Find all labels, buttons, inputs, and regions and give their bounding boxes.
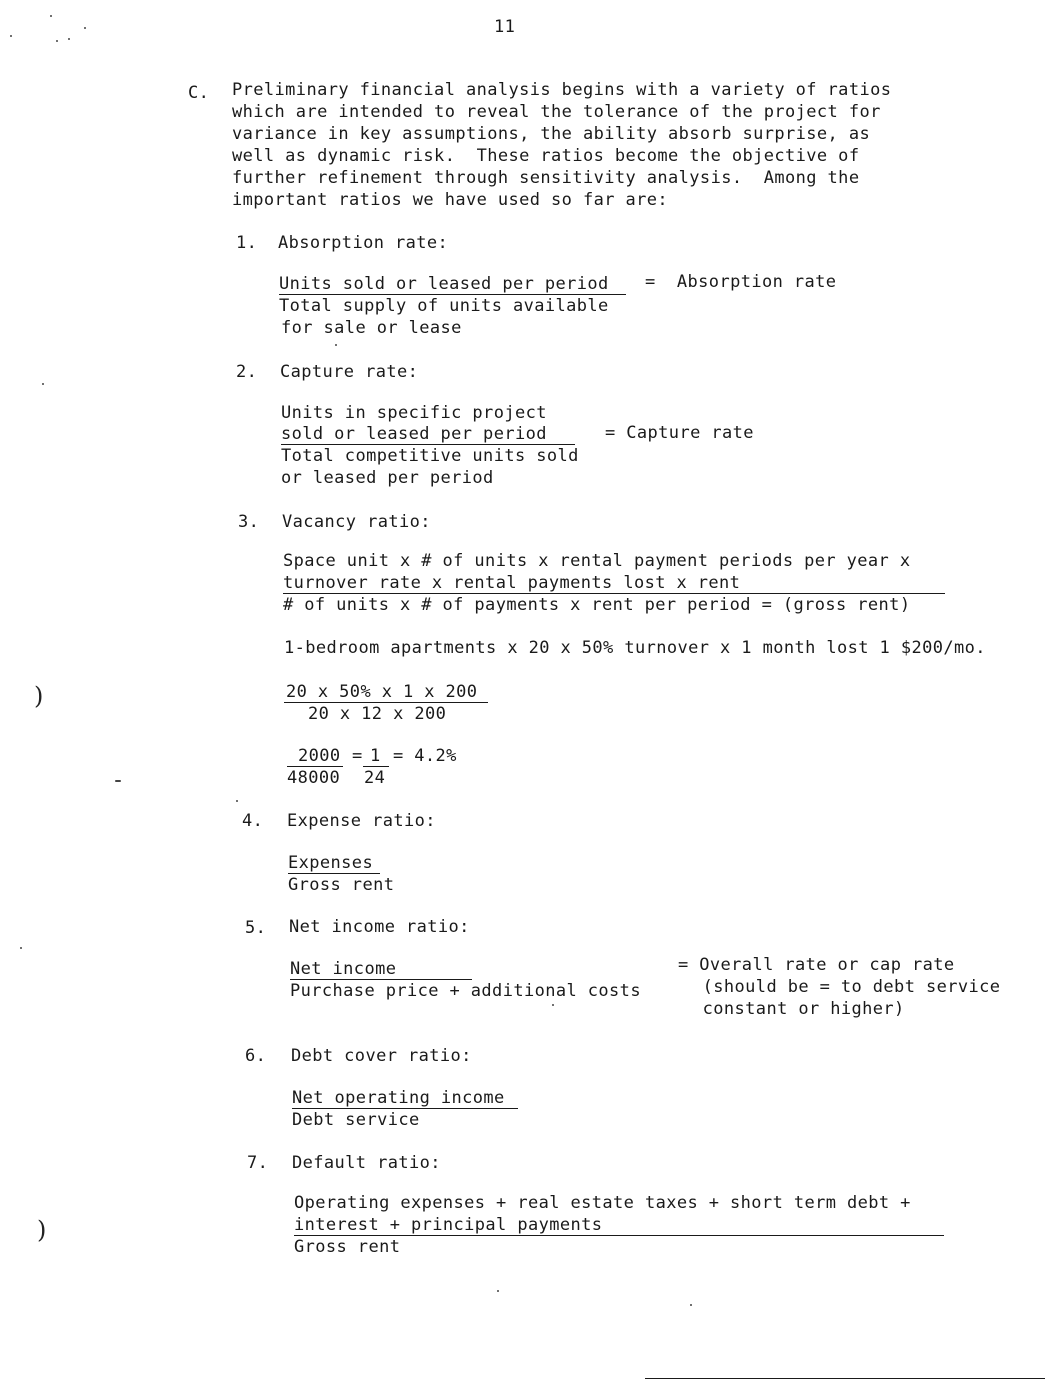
intro-line: which are intended to reveal the tolerance of the project for xyxy=(232,102,881,122)
item-title: Capture rate: xyxy=(280,362,419,382)
example-line: 1-bedroom apartments x 20 x 50% turnover x 1 month lost 1 $200/mo. xyxy=(284,638,986,658)
item-number: 1. xyxy=(236,233,258,253)
numerator-line: Units sold or leased per period xyxy=(279,274,609,294)
item-number: 4. xyxy=(242,811,264,831)
denominator-line: Purchase price + additional costs xyxy=(290,981,641,1001)
calc-numerator: 20 x 50% x 1 x 200 xyxy=(286,682,478,702)
scan-speck xyxy=(20,947,22,949)
denominator-line: Gross rent xyxy=(294,1237,401,1257)
section-label: C. xyxy=(188,83,210,103)
result-line: constant or higher) xyxy=(692,999,905,1019)
page-number: 11 xyxy=(494,17,516,37)
scan-speck xyxy=(10,35,12,37)
result-text: = Capture rate xyxy=(605,423,754,443)
intro-line: further refinement through sensitivity analysis. Among the xyxy=(232,168,860,188)
scan-speck xyxy=(690,1304,692,1306)
item-title: Default ratio: xyxy=(292,1153,441,1173)
scan-speck xyxy=(335,344,337,346)
margin-mark: ) xyxy=(34,682,44,710)
item-title: Absorption rate: xyxy=(278,233,449,253)
numerator-line: Net income xyxy=(290,959,397,979)
denominator-line: Total supply of units available xyxy=(279,296,609,316)
result-percent: = 4.2% xyxy=(393,746,457,766)
denominator-line: Debt service xyxy=(292,1110,420,1130)
numerator-line: interest + principal payments xyxy=(294,1215,603,1235)
numerator-line: sold or leased per period xyxy=(281,424,547,444)
scan-speck xyxy=(236,800,238,802)
numerator-line: turnover rate x rental payments lost x rent xyxy=(283,573,741,593)
scan-speck xyxy=(50,15,52,17)
intro-line: important ratios we have used so far are: xyxy=(232,190,669,210)
scan-speck xyxy=(56,40,58,42)
scan-speck xyxy=(497,1290,499,1292)
intro-line: well as dynamic risk. These ratios become the objective of xyxy=(232,146,860,166)
result-denominator: 48000 xyxy=(287,768,341,788)
scan-speck xyxy=(42,383,44,385)
denominator-line: for sale or lease xyxy=(281,318,462,338)
numerator-line: Operating expenses + real estate taxes + short term debt + xyxy=(294,1193,911,1213)
item-title: Vacancy ratio: xyxy=(282,512,431,532)
item-title: Debt cover ratio: xyxy=(291,1046,472,1066)
calc-denominator: 20 x 12 x 200 xyxy=(308,704,447,724)
result-line: (should be = to debt service xyxy=(692,977,1001,997)
scan-speck xyxy=(84,27,86,29)
scan-speck xyxy=(552,1004,554,1006)
item-number: 5. xyxy=(245,918,267,938)
scan-edge-line xyxy=(645,1378,1045,1379)
result-numerator: 2000 xyxy=(298,746,341,766)
numerator-line: Space unit x # of units x rental payment periods per year x xyxy=(283,551,911,571)
margin-mark: ) xyxy=(37,1216,47,1244)
numerator-line: Expenses xyxy=(288,853,374,873)
item-number: 3. xyxy=(238,512,260,532)
simplified-numerator: 1 xyxy=(370,746,381,766)
numerator-line: Units in specific project xyxy=(281,403,547,423)
intro-line: Preliminary financial analysis begins with a variety of ratios xyxy=(232,80,892,100)
numerator-line: Net operating income xyxy=(292,1088,505,1108)
result-text: = Absorption rate xyxy=(645,272,837,292)
denominator-line: Total competitive units sold xyxy=(281,446,579,466)
item-number: 7. xyxy=(247,1153,269,1173)
result-line: = Overall rate or cap rate xyxy=(678,955,955,975)
item-title: Net income ratio: xyxy=(289,917,470,937)
denominator-line: # of units x # of payments x rent per period = (gross rent) xyxy=(283,595,911,615)
item-title: Expense ratio: xyxy=(287,811,436,831)
scan-speck xyxy=(68,38,70,40)
item-number: 2. xyxy=(236,362,258,382)
denominator-line: Gross rent xyxy=(288,875,395,895)
equals-sign: = xyxy=(352,746,363,766)
item-number: 6. xyxy=(245,1046,267,1066)
denominator-line: or leased per period xyxy=(281,468,494,488)
scan-speck xyxy=(115,780,121,782)
intro-line: variance in key assumptions, the ability absorb surprise, as xyxy=(232,124,871,144)
simplified-denominator: 24 xyxy=(364,768,386,788)
